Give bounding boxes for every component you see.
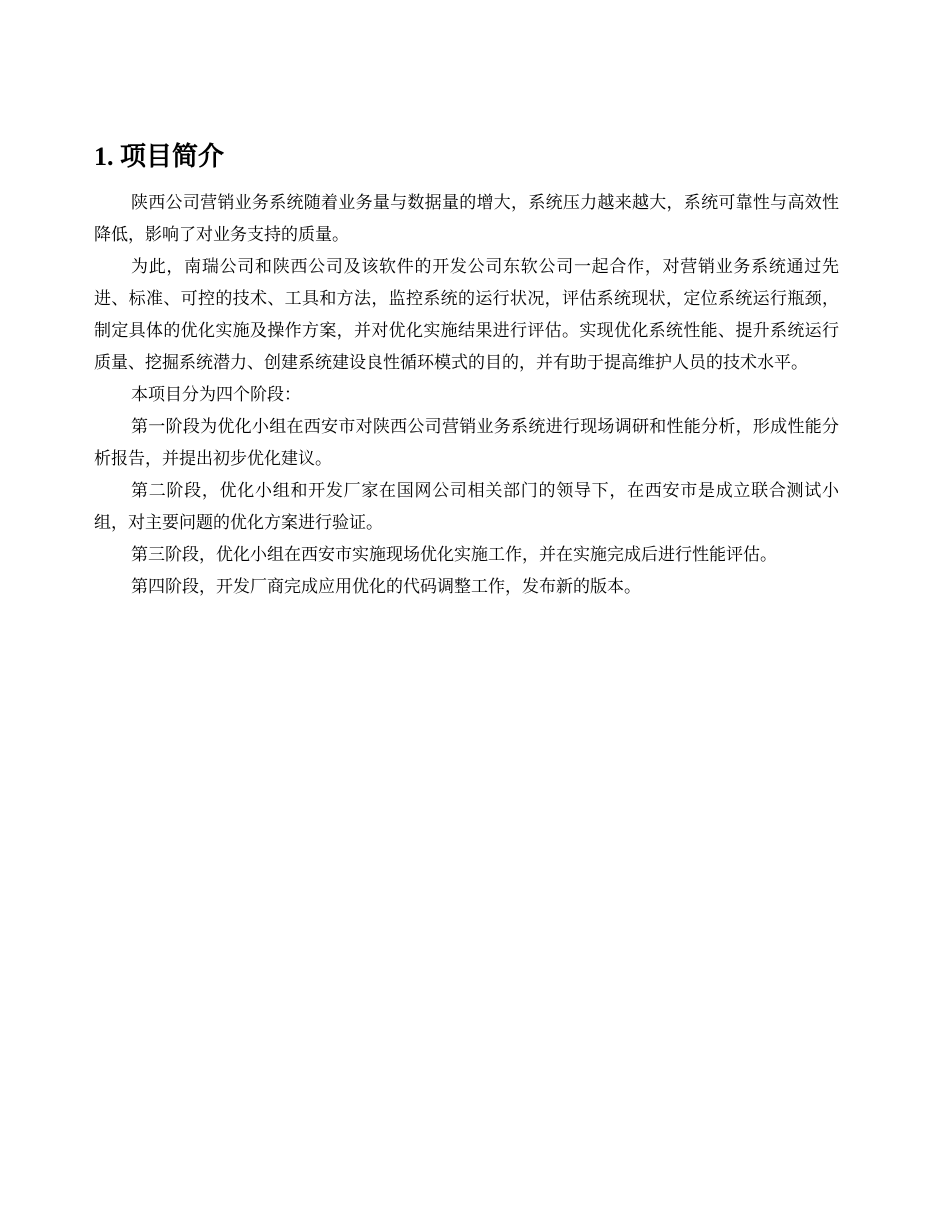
paragraph-phase-2: 第二阶段，优化小组和开发厂家在国网公司相关部门的领导下，在西安市是成立联合测试小组，对主要问题的优化方案进行验证。 — [94, 481, 839, 532]
section-heading: 1. 项目简介 — [94, 142, 225, 171]
paragraph-phase-1: 第一阶段为优化小组在西安市对陕西公司营销业务系统进行现场调研和性能分析，形成性能分析报告，并提出初步优化建议。 — [94, 417, 839, 468]
paragraph-cooperation: 为此，南瑞公司和陕西公司及该软件的开发公司东软公司一起合作，对营销业务系统通过先进、标准、可控的技术、工具和方法，监控系统的运行状况，评估系统现状，定位系统运行瓶颈，制定具体的优化实施及操作方案，并对优化实施结果进行评估。实现优化系统性能、提升系统运行质量、挖掘系统潜力、创建系统建设良性循环模式的目的，并有助于提高维护人员的技术水平。 — [94, 257, 839, 372]
paragraph-phase-4: 第四阶段，开发厂商完成应用优化的代码调整工作，发布新的版本。 — [131, 577, 641, 596]
paragraph-phase-3: 第三阶段，优化小组在西安市实施现场优化实施工作，并在实施完成后进行性能评估。 — [131, 545, 777, 564]
paragraph-phases-intro: 本项目分为四个阶段： — [131, 385, 301, 404]
document-body — [94, 138, 839, 603]
paragraph-background: 陕西公司营销业务系统随着业务量与数据量的增大，系统压力越来越大，系统可靠性与高效性降低，影响了对业务支持的质量。 — [94, 193, 839, 244]
